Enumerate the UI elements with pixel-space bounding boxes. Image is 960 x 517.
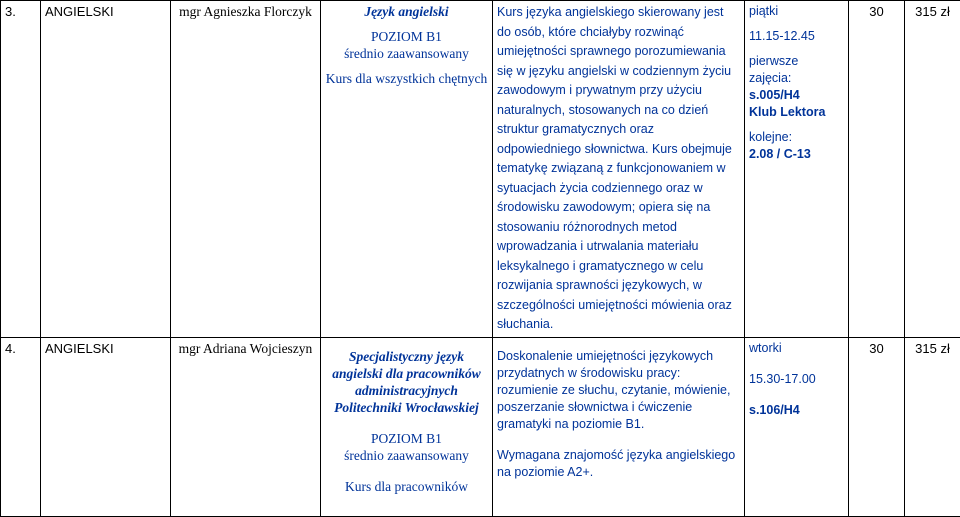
course-audience: Kurs dla wszystkich chętnych	[325, 70, 488, 87]
course-requirement: Wymagana znajomość języka angielskiego na poziomie A2+.	[497, 447, 740, 481]
hours-cell: 30	[849, 337, 905, 516]
first-session-room: s.005/H4	[749, 87, 844, 104]
schedule-time: 15.30-17.00	[749, 371, 844, 388]
schedule-room: s.106/H4	[749, 402, 844, 419]
course-audience: Kurs dla pracowników	[325, 478, 488, 495]
description-cell	[493, 337, 745, 516]
teacher-cell: mgr Adriana Wojcieszyn	[171, 337, 321, 516]
schedule-cell	[745, 337, 849, 516]
language-cell: ANGIELSKI	[41, 1, 171, 338]
schedule-day: wtorki	[749, 340, 844, 357]
course-level-desc: średnio zaawansowany	[325, 447, 488, 464]
price-cell: 315 zł	[905, 1, 960, 338]
course-level: POZIOM B1	[325, 430, 488, 447]
course-title: Język angielski	[325, 3, 488, 20]
course-cell	[321, 337, 493, 516]
course-level-desc: średnio zaawansowany	[325, 45, 488, 62]
schedule-cell	[745, 1, 849, 338]
description-cell: Kurs języka angielskiego skierowany jest do osób, które chciałyby rozwinąć umiejętności sprawnego porozumiewania się w języku angielski w codziennym życiu zawodowym i prywatnym przy użyciu naturalnych, stosowanych na co dzień struktur gramatycznych oraz odpowiedniego słownictwa. Kurs obejmuje tematykę związaną z funkcjonowaniem w sytuacjach życia codziennego oraz w środowisku zawodowym; opiera się na stosowaniu różnorodnych metod wprowadzania i utrwalania materiału leksykalnego i gramatycznego w celu rozwijania sprawności językowych, w szczególności umiejętności mówienia oraz słuchania.	[493, 1, 745, 338]
price-cell: 315 zł	[905, 337, 960, 516]
row-number: 3.	[1, 1, 41, 338]
course-title: Specjalistyczny język angielski dla pracowników administracyjnych Politechniki Wrocławskiej	[325, 348, 488, 416]
course-level: POZIOM B1	[325, 28, 488, 45]
course-description: Doskonalenie umiejętności językowych przydatnych w środowisku pracy: rozumienie ze słuchu, czytanie, mówienie, poszerzanie słownictwa i ćwiczenie gramatyki na poziomie B1.	[497, 348, 740, 433]
table-row	[1, 1, 960, 338]
first-session-place: Klub Lektora	[749, 104, 844, 121]
course-cell	[321, 1, 493, 338]
next-session-label: kolejne:	[749, 129, 844, 146]
schedule-time: 11.15-12.45	[749, 28, 844, 45]
row-number: 4.	[1, 337, 41, 516]
next-session-room: 2.08 / C-13	[749, 146, 844, 163]
teacher-cell: mgr Agnieszka Florczyk	[171, 1, 321, 338]
table-row	[1, 337, 960, 516]
schedule-day: piątki	[749, 3, 844, 20]
language-cell: ANGIELSKI	[41, 337, 171, 516]
first-session-label: pierwsze zajęcia:	[749, 53, 844, 87]
hours-cell: 30	[849, 1, 905, 338]
